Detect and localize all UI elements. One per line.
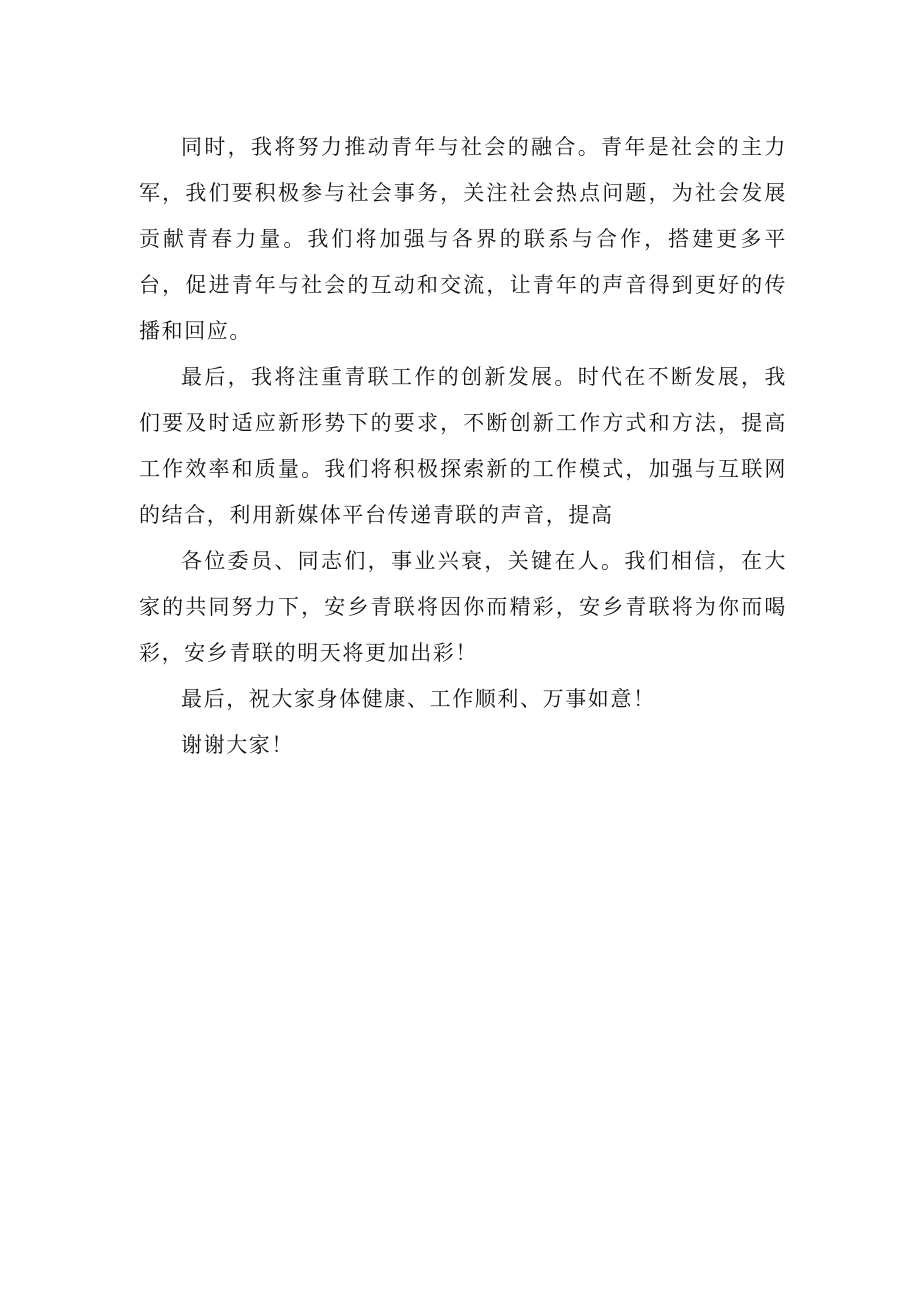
paragraph-closing-remarks: 各位委员、同志们，事业兴衰，关键在人。我们相信，在大家的共同努力下，安乡青联将因你而精彩，安乡青联将为你而喝彩，安乡青联的明天将更加出彩！ (139, 549, 787, 665)
paragraph-thanks: 谢谢大家！ (181, 733, 294, 757)
document-body (139, 124, 787, 768)
paragraph-youth-society: 同时，我将努力推动青年与社会的融合。青年是社会的主力军，我们要积极参与社会事务，关注社会热点问题，为社会发展贡献青春力量。我们将加强与各界的联系与合作，搭建更多平台，促进青年与社会的互动和交流，让青年的声音得到更好的传播和回应。 (139, 135, 787, 343)
paragraph-innovation: 最后，我将注重青联工作的创新发展。时代在不断发展，我们要及时适应新形势下的要求，不断创新工作方式和方法，提高工作效率和质量。我们将积极探索新的工作模式，加强与互联网的结合，利用新媒体平台传递青联的声音，提高 (139, 365, 787, 527)
paragraph-wishes: 最后，祝大家身体健康、工作顺利、万事如意！ (181, 687, 656, 711)
